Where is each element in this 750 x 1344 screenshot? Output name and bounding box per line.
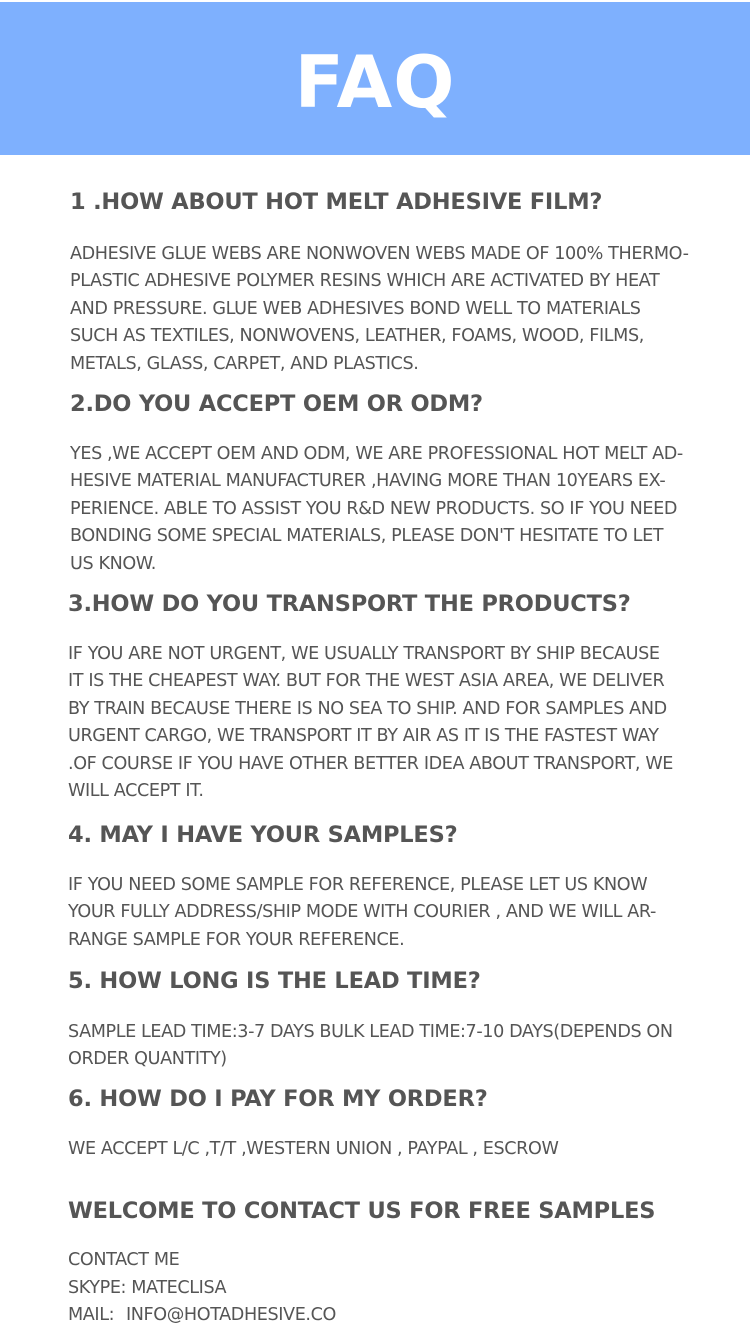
page-title: FAQ bbox=[294, 40, 456, 124]
answer-line: SUCH AS TEXTILES, NONWOVENS, LEATHER, FOAMS, WOOD, FILMS, bbox=[70, 326, 644, 347]
answer-line: YES ,WE ACCEPT OEM AND ODM, WE ARE PROFESSIONAL HOT MELT AD- bbox=[70, 444, 683, 464]
answer-line: BONDING SOME SPECIAL MATERIALS, PLEASE DON'T HESITATE TO LET bbox=[70, 526, 664, 547]
contact-heading: WELCOME TO CONTACT US FOR FREE SAMPLES bbox=[68, 1198, 656, 1224]
answer-line: .OF COURSE IF YOU HAVE OTHER BETTER IDEA ABOUT TRANSPORT, WE bbox=[68, 753, 674, 774]
answer-line: ORDER QUANTITY) bbox=[68, 1049, 227, 1070]
mail-address[interactable]: INFO@HOTADHESIVE.CO bbox=[126, 1305, 336, 1325]
faq-banner bbox=[0, 2, 750, 155]
answer-line: PERIENCE. ABLE TO ASSIST YOU R&D NEW PRODUCTS. SO IF YOU NEED bbox=[70, 498, 677, 519]
contact-block bbox=[68, 1247, 336, 1330]
mail-contact bbox=[68, 1302, 336, 1330]
faq-question-1: 1 .HOW ABOUT HOT MELT ADHESIVE FILM? bbox=[70, 189, 603, 215]
faq-question-3: 3.HOW DO YOU TRANSPORT THE PRODUCTS? bbox=[68, 591, 631, 617]
answer-line: PLASTIC ADHESIVE POLYMER RESINS WHICH ARE ACTIVATED BY HEAT bbox=[70, 271, 660, 292]
faq-answer-5 bbox=[68, 1019, 678, 1074]
faq-answer-4 bbox=[68, 872, 678, 954]
answer-line: SAMPLE LEAD TIME:3-7 DAYS BULK LEAD TIME:7-10 DAYS(DEPENDS ON bbox=[68, 1022, 673, 1042]
mail-label: MAIL: bbox=[68, 1305, 115, 1325]
faq-question-2: 2.DO YOU ACCEPT OEM OR ODM? bbox=[70, 391, 483, 417]
faq-question-5: 5. HOW LONG IS THE LEAD TIME? bbox=[68, 968, 481, 994]
answer-line: WE ACCEPT L/C ,T/T ,WESTERN UNION , PAYPAL , ESCROW bbox=[68, 1139, 559, 1159]
answer-line: BY TRAIN BECAUSE THERE IS NO SEA TO SHIP. AND FOR SAMPLES AND bbox=[68, 698, 667, 719]
faq-answer-6 bbox=[68, 1136, 678, 1163]
answer-line: ADHESIVE GLUE WEBS ARE NONWOVEN WEBS MADE OF 100% THERMO- bbox=[70, 244, 689, 264]
faq-answer-2 bbox=[70, 441, 683, 578]
answer-line: YOUR FULLY ADDRESS/SHIP MODE WITH COURIER , AND WE WILL AR- bbox=[68, 902, 656, 923]
answer-line: URGENT CARGO, WE TRANSPORT IT BY AIR AS IT IS THE FASTEST WAY bbox=[68, 726, 659, 747]
answer-line: AND PRESSURE. GLUE WEB ADHESIVES BOND WELL TO MATERIALS bbox=[70, 298, 641, 319]
answer-line: WILL ACCEPT IT. bbox=[68, 781, 204, 802]
answer-line: IF YOU NEED SOME SAMPLE FOR REFERENCE, PLEASE LET US KNOW bbox=[68, 875, 648, 895]
contact-me-label: CONTACT ME bbox=[68, 1250, 180, 1270]
answer-line: US KNOW. bbox=[70, 553, 156, 574]
answer-line: IT IS THE CHEAPEST WAY. BUT FOR THE WEST ASIA AREA, WE DELIVER bbox=[68, 671, 665, 692]
skype-contact: SKYPE: MATECLISA bbox=[68, 1277, 227, 1298]
faq-question-6: 6. HOW DO I PAY FOR MY ORDER? bbox=[68, 1086, 488, 1112]
answer-line: METALS, GLASS, CARPET, AND PLASTICS. bbox=[70, 353, 419, 374]
answer-line: IF YOU ARE NOT URGENT, WE USUALLY TRANSPORT BY SHIP BECAUSE bbox=[68, 644, 660, 664]
answer-line: RANGE SAMPLE FOR YOUR REFERENCE. bbox=[68, 929, 405, 950]
faq-question-4: 4. MAY I HAVE YOUR SAMPLES? bbox=[68, 822, 458, 848]
answer-line: HESIVE MATERIAL MANUFACTURER ,HAVING MORE THAN 10YEARS EX- bbox=[70, 471, 666, 492]
faq-answer-1 bbox=[70, 241, 689, 378]
faq-answer-3 bbox=[68, 641, 678, 805]
